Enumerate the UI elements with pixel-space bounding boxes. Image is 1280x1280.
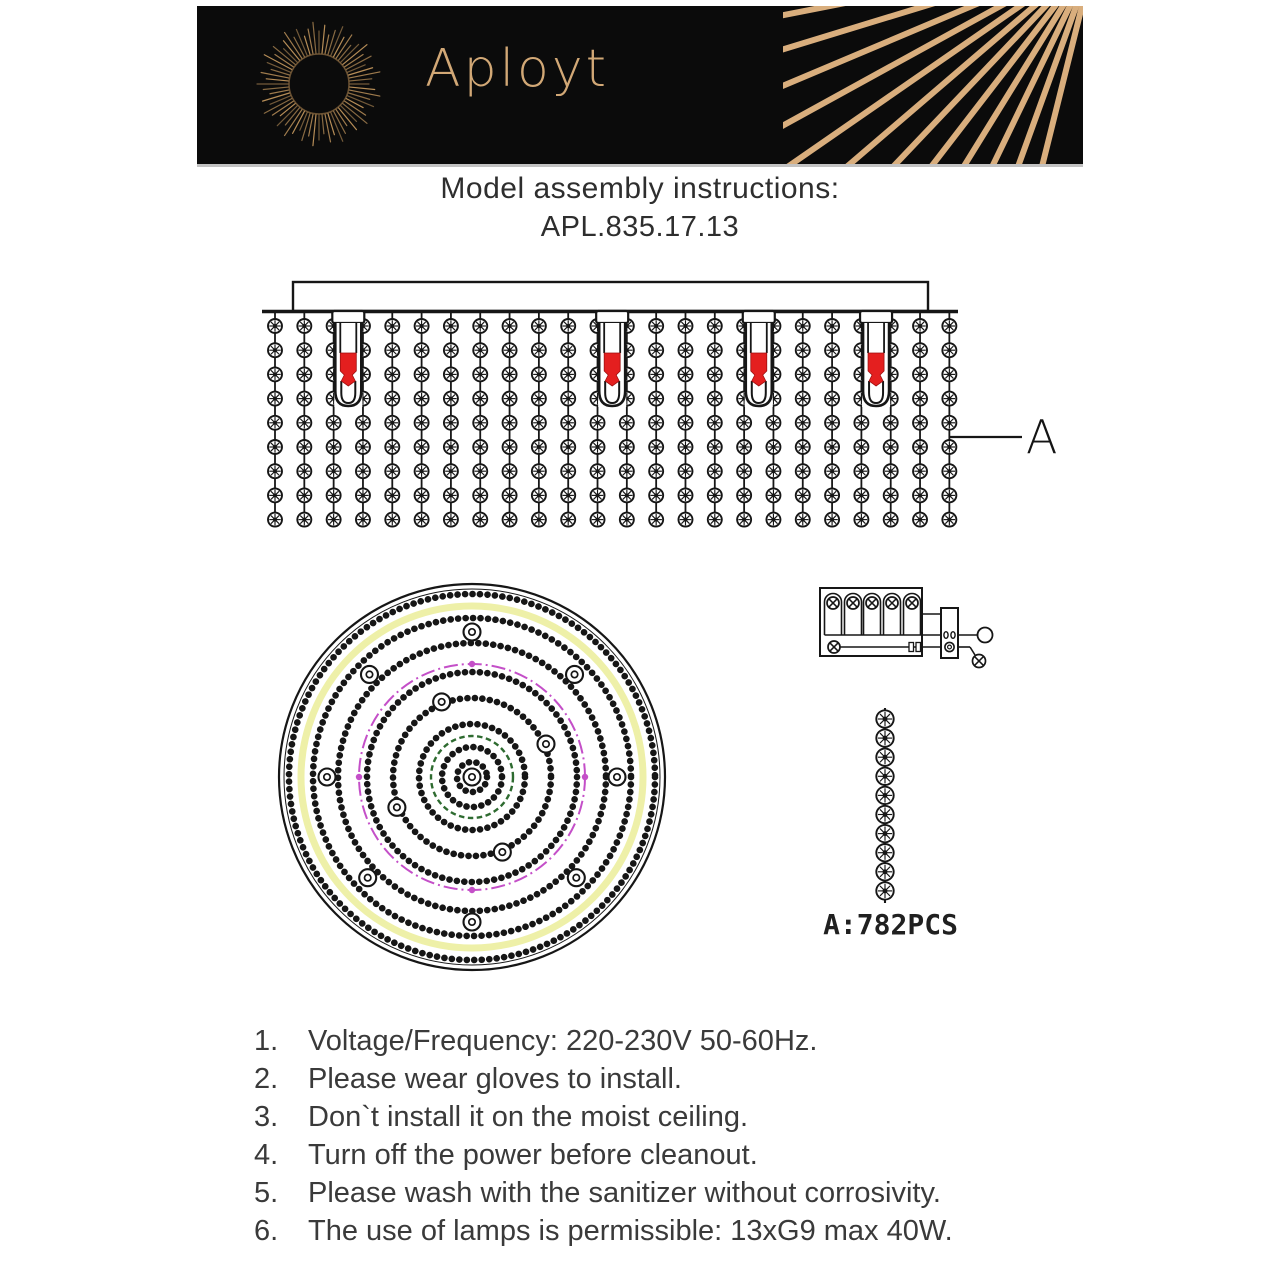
instruction-number: 3.	[254, 1101, 279, 1133]
brand-banner	[197, 6, 1083, 167]
instruction-text: The use of lamps is permissible: 13xG9 max 40W.	[308, 1215, 953, 1247]
instruction-text: Turn off the power before cleanout.	[308, 1139, 758, 1171]
instruction-number: 6.	[254, 1215, 279, 1247]
model-number: APL.835.17.13	[540, 211, 740, 243]
ray-fan-decoration-icon	[783, 6, 1083, 164]
page-title: Model assembly instructions:	[440, 172, 840, 205]
instruction-item	[248, 1098, 1068, 1136]
instruction-item	[248, 1022, 1068, 1060]
title-block	[0, 172, 1280, 244]
instruction-text: Voltage/Frequency: 220-230V 50-60Hz.	[308, 1025, 818, 1057]
instruction-number: 4.	[254, 1139, 279, 1171]
instruction-number: 1.	[254, 1025, 279, 1057]
wiring-diagram	[798, 573, 1013, 683]
instruction-text: Please wash with the sanitizer without corrosivity.	[308, 1177, 941, 1209]
instruction-item	[248, 1212, 1068, 1250]
instruction-number: 5.	[254, 1177, 279, 1209]
instruction-item	[248, 1136, 1068, 1174]
instructions-list	[248, 1022, 1068, 1250]
part-a-count-label: A:782PCS	[823, 908, 958, 941]
instruction-item	[248, 1174, 1068, 1212]
part-a-strand-diagram	[858, 698, 918, 913]
bottom-view-diagram	[267, 572, 677, 982]
starburst-logo-icon	[245, 10, 395, 160]
side-view-diagram	[230, 265, 1060, 555]
side-view-callout-label: A	[1026, 410, 1058, 464]
instruction-item	[248, 1060, 1068, 1098]
instruction-number: 2.	[254, 1063, 279, 1095]
instruction-text: Don`t install it on the moist ceiling.	[308, 1101, 749, 1133]
brand-wordmark: Aployt	[425, 39, 610, 99]
instruction-text: Please wear gloves to install.	[308, 1063, 682, 1095]
